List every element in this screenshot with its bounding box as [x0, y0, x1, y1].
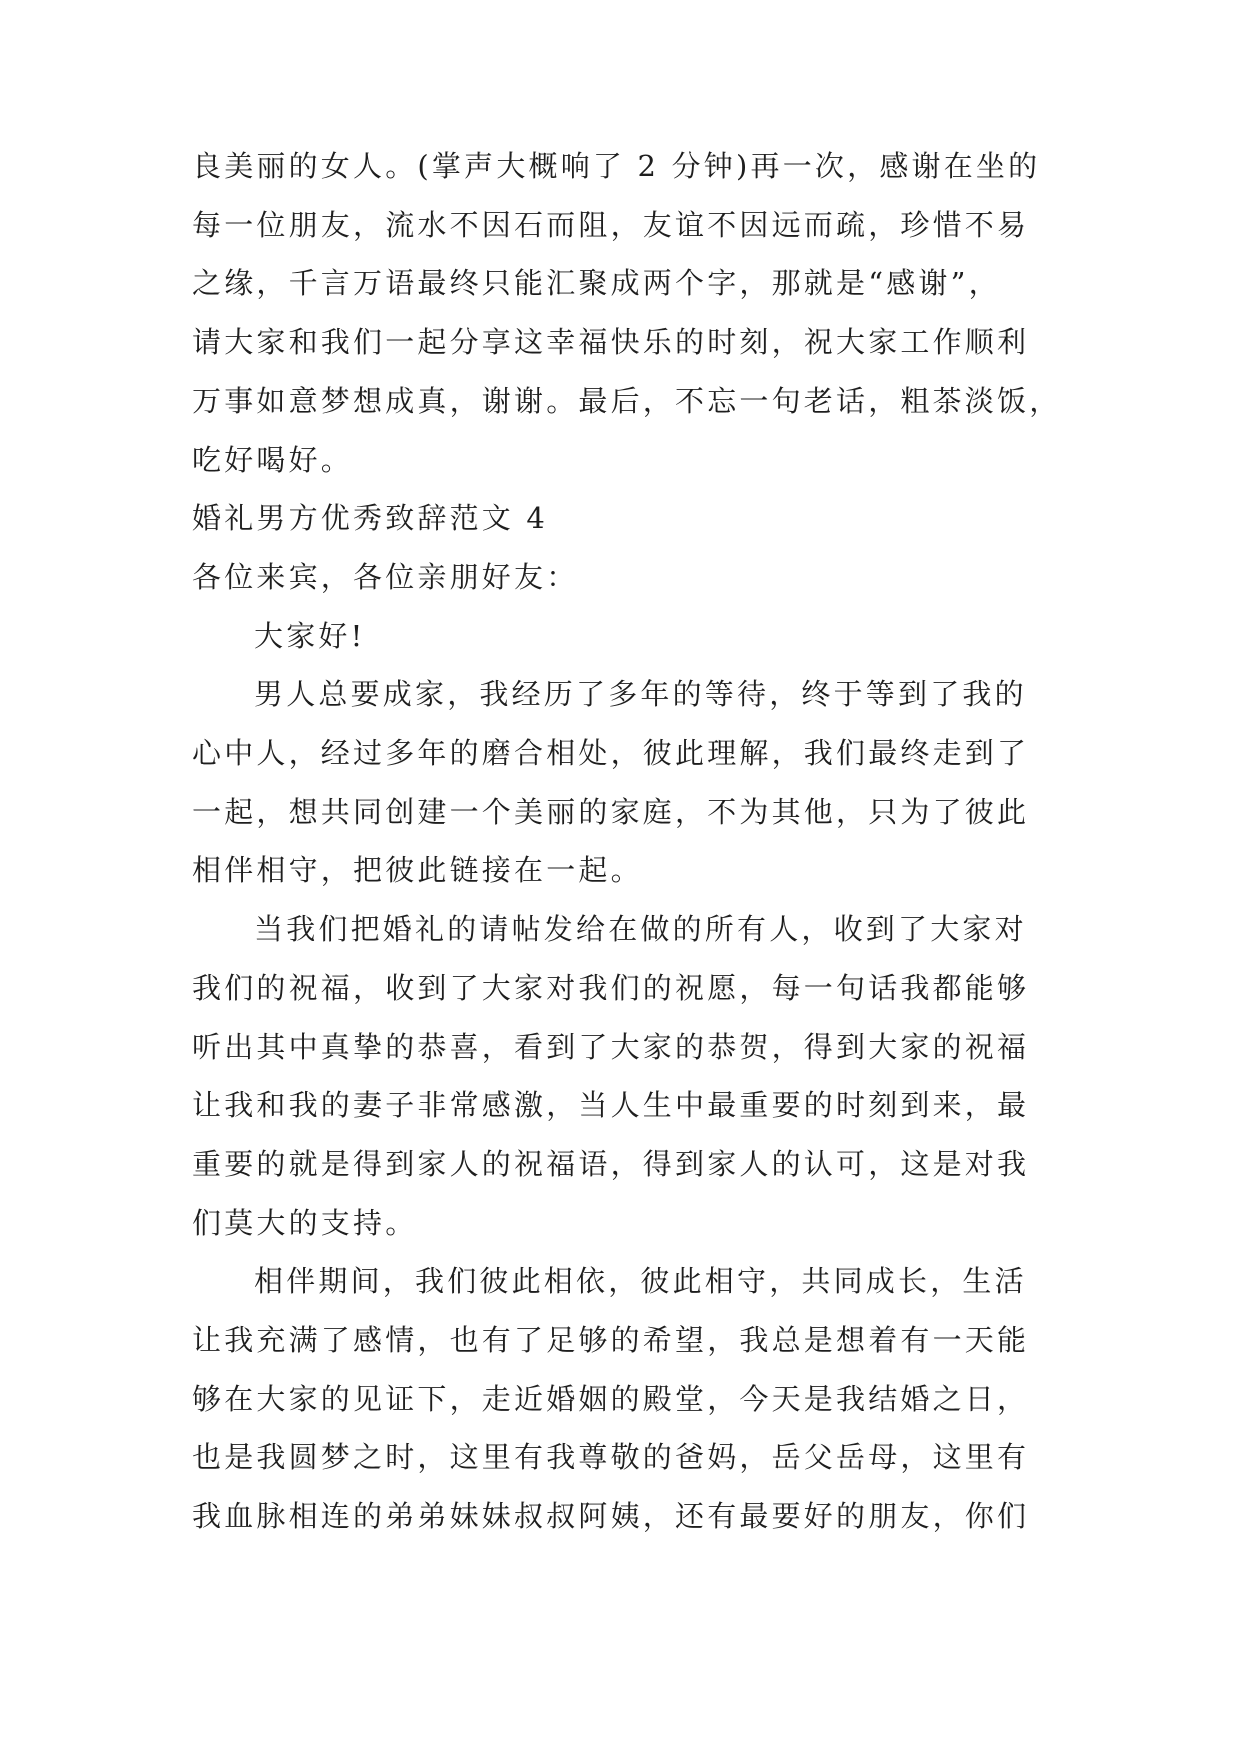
paragraph-line: 请大家和我们一起分享这幸福快乐的时刻，祝大家工作顺利	[192, 325, 1030, 360]
paragraph-line: 们莫大的支持。	[192, 1205, 418, 1240]
paragraph-line: 一起，想共同创建一个美丽的家庭，不为其他，只为了彼此	[192, 794, 1030, 829]
paragraph-line: 之缘，千言万语最终只能汇聚成两个字，那就是“感谢”，	[192, 266, 1001, 301]
paragraph-line: 男人总要成家，我经历了多年的等待，终于等到了我的	[254, 677, 1027, 712]
paragraph-line: 让我充满了感情，也有了足够的希望，我总是想着有一天能	[192, 1323, 1030, 1357]
paragraph-line: 听出其中真挚的恭喜，看到了大家的恭贺，得到大家的祝福	[192, 1029, 1030, 1064]
paragraph-line: 心中人，经过多年的磨合相处，彼此理解，我们最终走到了	[192, 736, 1030, 770]
paragraph-line: 我们的祝福，收到了大家对我们的祝愿，每一句话我都能够	[192, 970, 1030, 1005]
paragraph-line: 相伴期间，我们彼此相依，彼此相守，共同成长，生活	[254, 1264, 1027, 1299]
paragraph-line: 我血脉相连的弟弟妹妹叔叔阿姨，还有最要好的朋友，你们	[192, 1499, 1030, 1534]
paragraph-line: 吃好喝好。	[192, 442, 354, 477]
paragraph-line: 够在大家的见证下，走近婚姻的殿堂，今天是我结婚之日，	[192, 1381, 1030, 1416]
paragraph-line: 相伴相守，把彼此链接在一起。	[192, 853, 643, 888]
paragraph-line: 让我和我的妻子非常感激，当人生中最重要的时刻到来，最	[192, 1088, 1030, 1123]
paragraph-line: 重要的就是得到家人的祝福语，得到家人的认可，这是对我	[192, 1146, 1030, 1181]
section-heading: 婚礼男方优秀致辞范文 4	[192, 501, 549, 536]
paragraph-line: 良美丽的女人。(掌声大概响了 2 分钟)再一次，感谢在坐的	[192, 149, 1041, 183]
paragraph-line: 当我们把婚礼的请帖发给在做的所有人，收到了大家对	[254, 912, 1027, 947]
paragraph-line: 大家好!	[254, 618, 366, 653]
paragraph-line: 万事如意梦想成真，谢谢。最后，不忘一句老话，粗茶淡饭，	[192, 383, 1062, 418]
paragraph-line: 也是我圆梦之时，这里有我尊敬的爸妈，岳父岳母，这里有	[192, 1440, 1030, 1475]
paragraph-line: 各位来宾，各位亲朋好友：	[192, 559, 579, 594]
paragraph-line: 每一位朋友，流水不因石而阻，友谊不因远而疏，珍惜不易	[192, 207, 1030, 242]
